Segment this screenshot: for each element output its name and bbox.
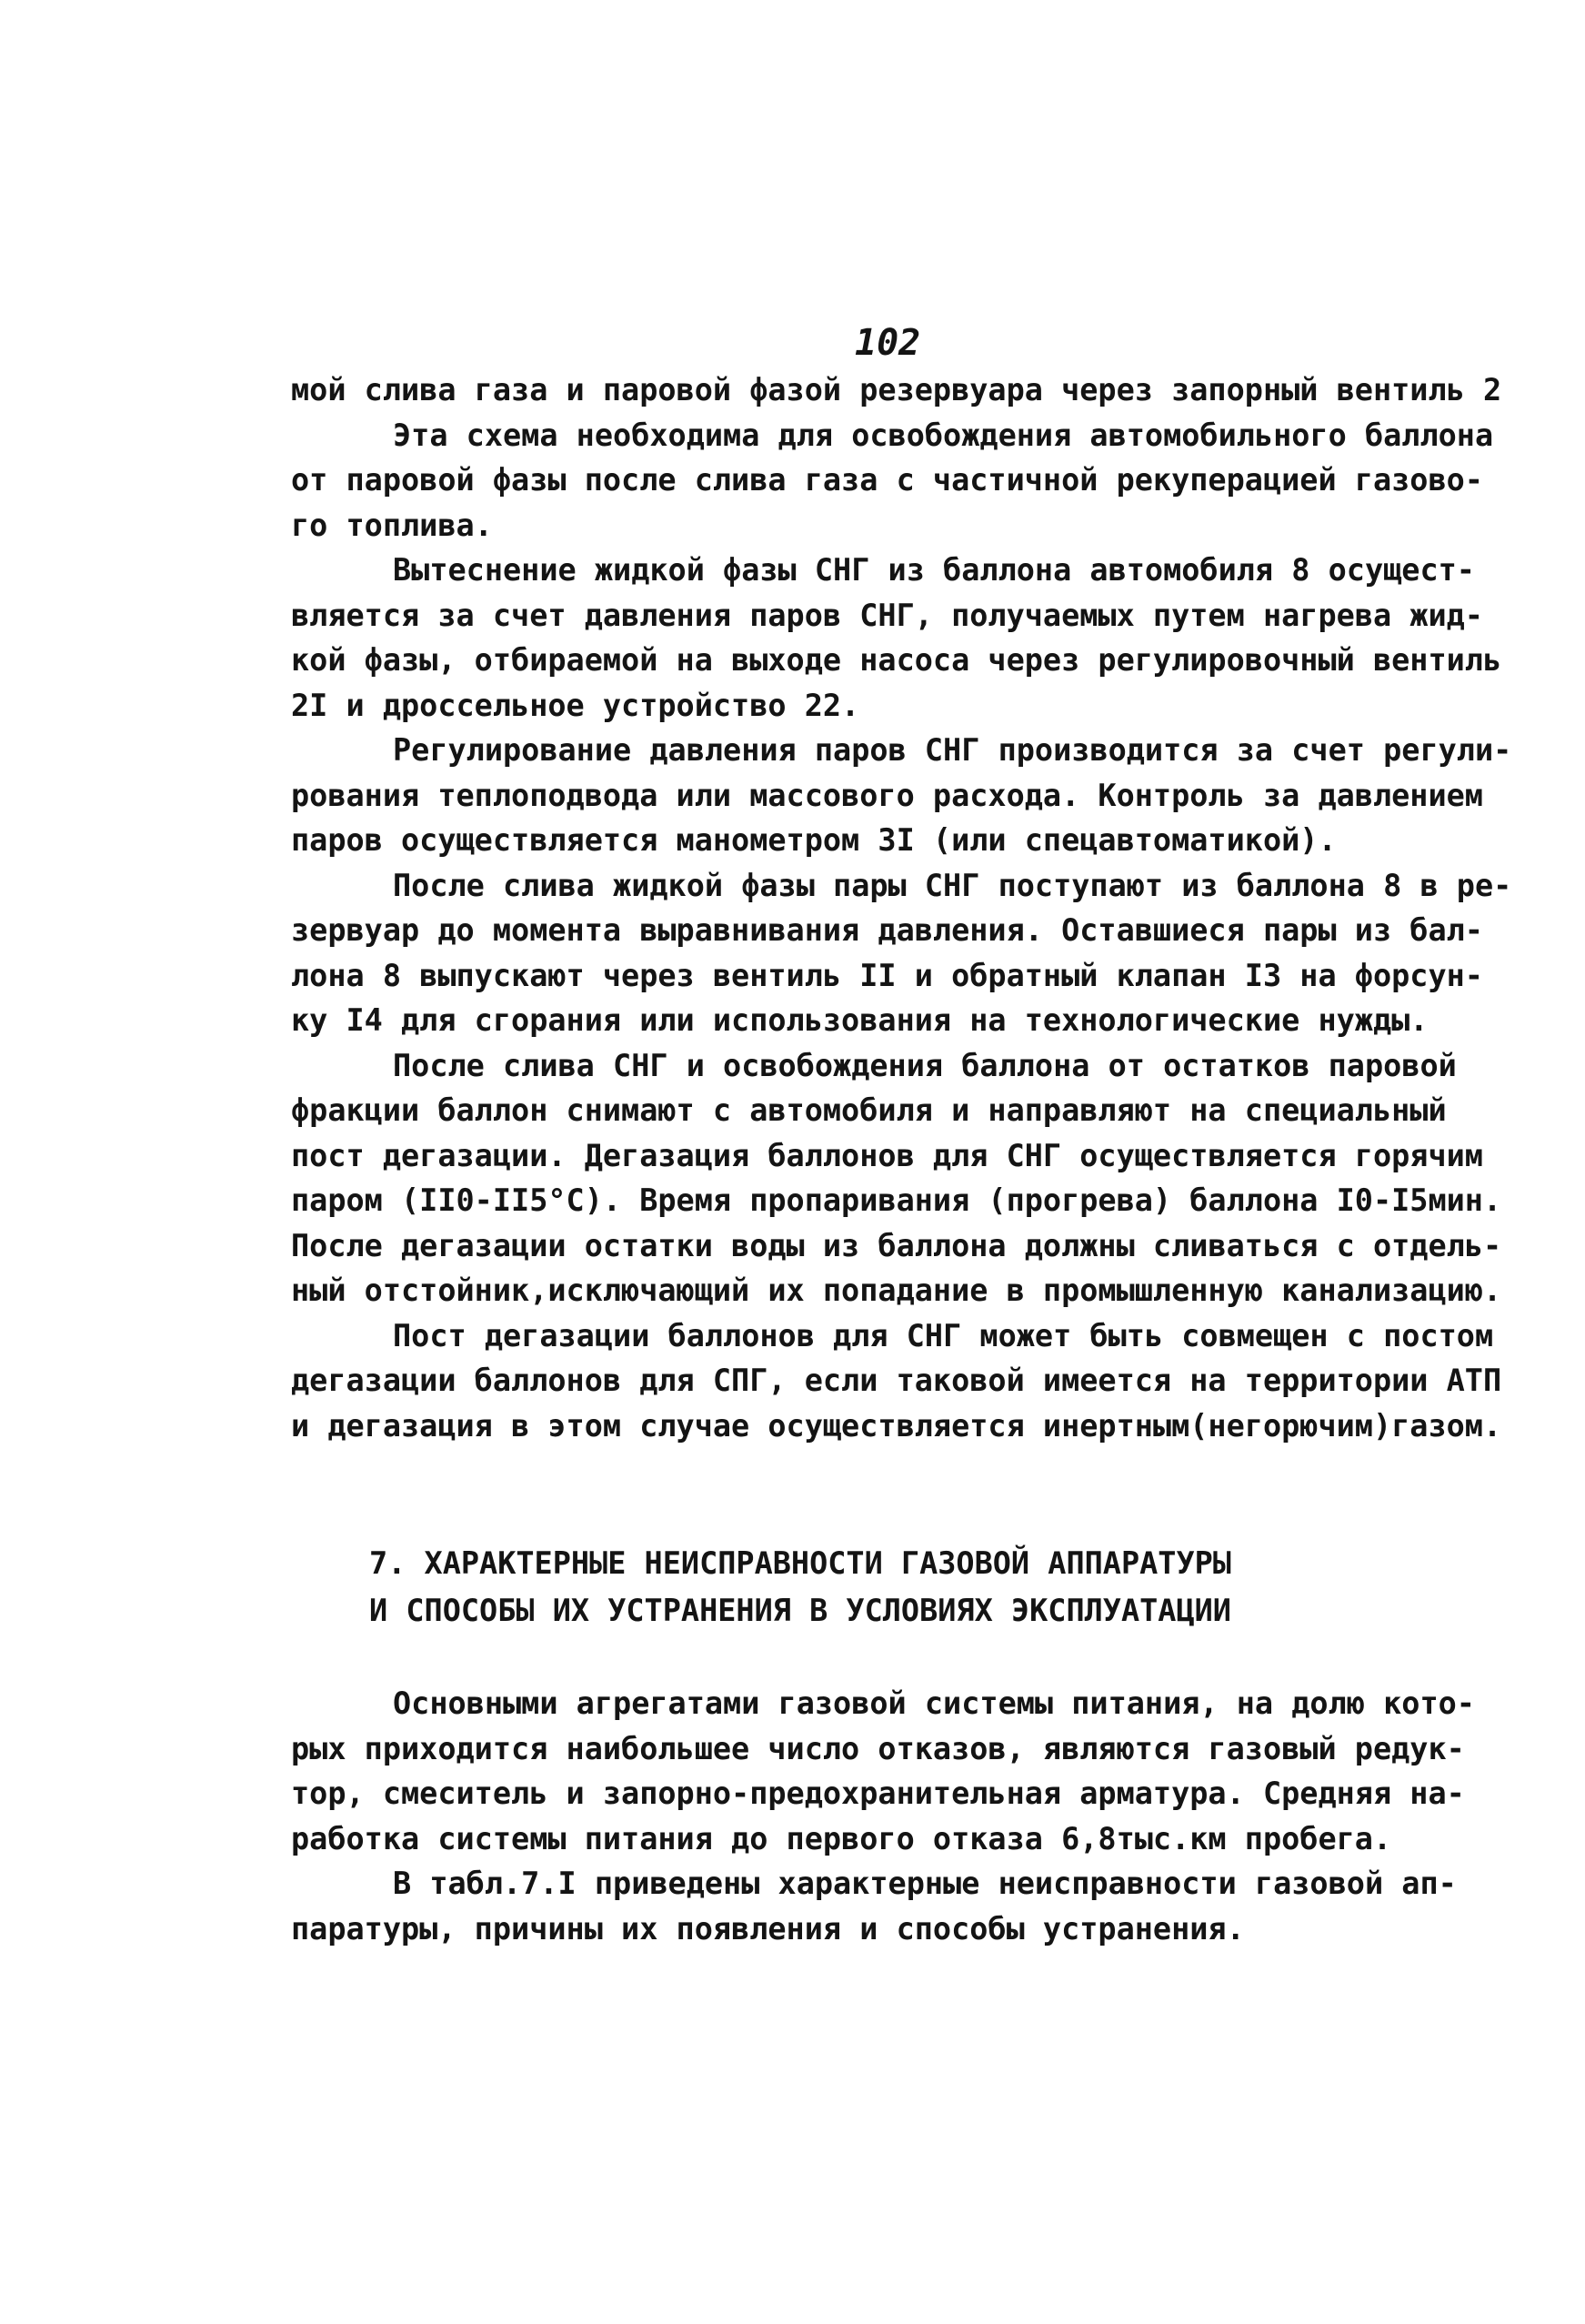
text-line: мой слива газа и паровой фазой резервуара через запорный вентиль 2 [291, 372, 1502, 407]
text-line: и дегазация в этом случае осуществляется инертным(негорючим)газом. [291, 1407, 1502, 1444]
text-line: рования теплоподвода или массового расхода. Контроль за давлением [291, 777, 1483, 813]
body-text [291, 367, 1510, 1448]
text-line: ный отстойник,исключающий их попадание в промышленную канализацию. [291, 1273, 1502, 1308]
text-line: тор, смеситель и запорно-предохранительная арматура. Средняя на- [291, 1776, 1465, 1811]
text-line: 2I и дроссельное устройство 22. [291, 687, 860, 723]
page-number: 102 [855, 322, 921, 364]
text-line: Вытеснение жидкой фазы СНГ из баллона автомобиля 8 осущест- [393, 552, 1475, 588]
section-heading-line-1: 7. ХАРАКТЕРНЫЕ НЕИСПРАВНОСТИ ГАЗОВОЙ АППАРАТУРЫ [369, 1545, 1231, 1581]
text-line: паратуры, причины их появления и способы устранения. [291, 1910, 1245, 1947]
section-heading-line-2: И СПОСОБЫ ИХ УСТРАНЕНИЯ В УСЛОВИЯХ ЭКСПЛУАТАЦИИ [369, 1593, 1231, 1628]
section-text [291, 1681, 1510, 1951]
text-line: го топлива. [291, 507, 493, 543]
text-line: Эта схема необходима для освобождения автомобильного баллона [393, 417, 1494, 453]
text-line: от паровой фазы после слива газа с частичной рекуперацией газово- [291, 462, 1483, 498]
text-line: В табл.7.I приведены характерные неисправности газовой ап- [393, 1866, 1457, 1901]
text-line: После дегазации остатки воды из баллона должны сливаться с отдель- [291, 1227, 1502, 1263]
text-line: зервуар до момента выравнивания давления. Оставшиеся пары из бал- [291, 912, 1483, 948]
text-line: работка системы питания до первого отказа 6,8тыс.км пробега. [291, 1820, 1392, 1856]
text-line: вляется за счет давления паров СНГ, получаемых путем нагрева жид- [291, 597, 1483, 633]
text-line: лона 8 выпускают через вентиль II и обратный клапан I3 на форсун- [291, 957, 1483, 993]
text-line: После слива СНГ и освобождения баллона от остатков паровой [393, 1047, 1457, 1083]
text-line: паров осуществляется манометром 3I (или спецавтоматикой). [291, 822, 1337, 858]
text-line: После слива жидкой фазы пары СНГ поступают из баллона 8 в ре- [393, 867, 1512, 903]
text-line: пост дегазации. Дегазация баллонов для СНГ осуществляется горячим [291, 1137, 1483, 1173]
text-line: фракции баллон снимают с автомобиля и направляют на специальный [291, 1092, 1447, 1128]
text-line: Основными агрегатами газовой системы питания, на долю кото- [393, 1685, 1475, 1721]
text-line: дегазации баллонов для СПГ, если таковой имеется на территории АТП [291, 1363, 1502, 1398]
text-line: Пост дегазации баллонов для СНГ может быть совмещен с постом [393, 1317, 1494, 1353]
text-line: рых приходится наибольшее число отказов, являются газовый редук- [291, 1730, 1465, 1766]
section-heading [273, 1540, 1328, 1635]
text-line: кой фазы, отбираемой на выходе насоса через регулировочный вентиль [291, 642, 1502, 678]
text-line: ку I4 для сгорания или использования на технологические нужды. [291, 1002, 1429, 1038]
text-line: Регулирование давления паров СНГ производится за счет регули- [393, 732, 1512, 768]
text-line: паром (II0-II5°С). Время пропаривания (прогрева) баллона I0-I5мин. [291, 1182, 1502, 1218]
